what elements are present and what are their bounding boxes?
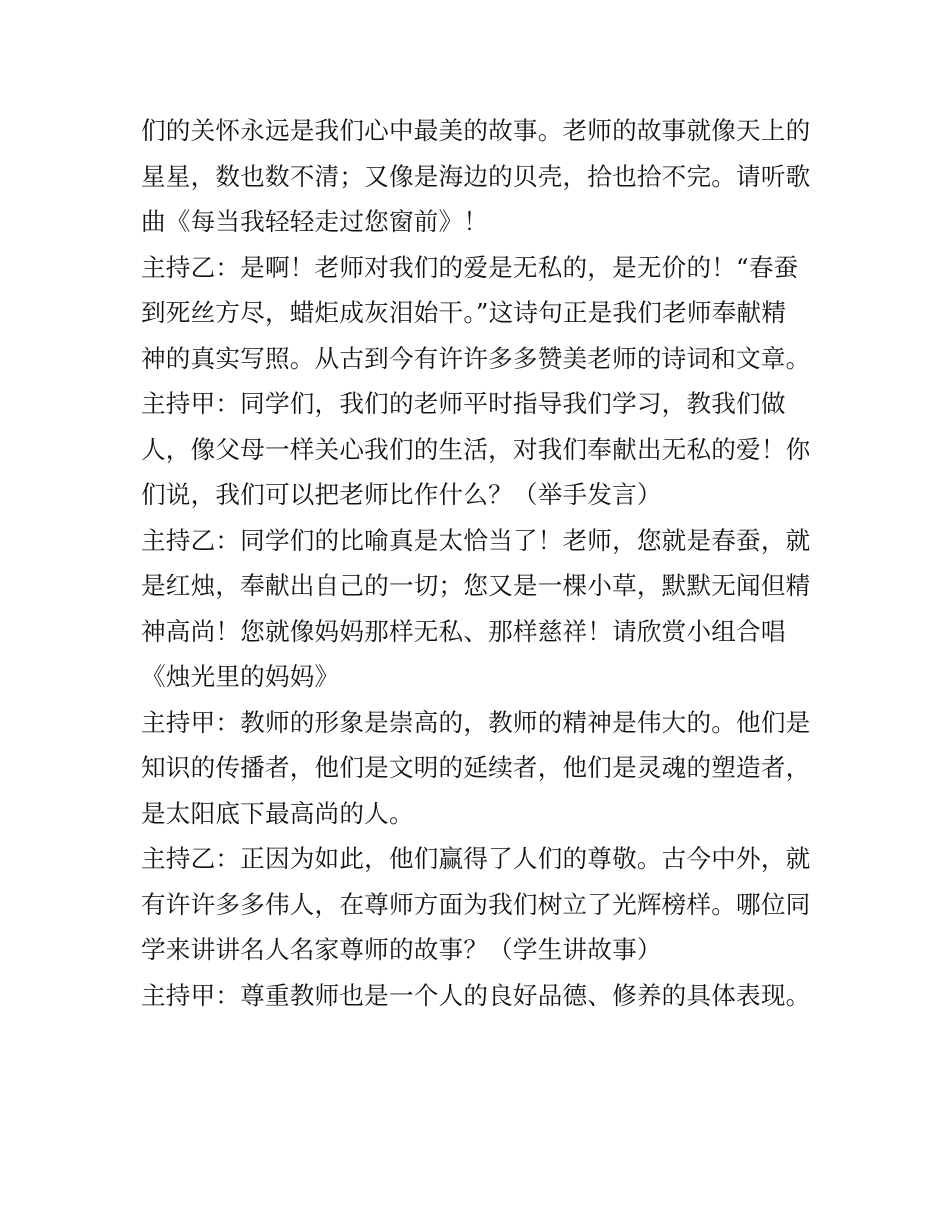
text-line: 人，像父母一样关心我们的生活，对我们奉献出无私的爱！你 <box>141 434 811 464</box>
text-line: 有许许多多伟人，在尊师方面为我们树立了光辉榜样。哪位同 <box>141 889 811 919</box>
text-line: 们说，我们可以把老师比作什么？（举手发言） <box>141 480 662 509</box>
text-line: 主持乙：同学们的比喻真是太恰当了！老师，您就是春蚕，就 <box>141 525 811 555</box>
text-line: 曲《每当我轻轻走过您窗前》！ <box>141 207 489 236</box>
text-line: 主持甲：同学们，我们的老师平时指导我们学习，教我们做 <box>141 389 786 418</box>
text-line: 知识的传播者，他们是文明的延续者，他们是灵魂的塑造者， <box>141 753 811 782</box>
text-line: 主持甲：教师的形象是崇高的，教师的精神是伟大的。他们是 <box>141 707 811 737</box>
text-line: 星星，数也数不清；又像是海边的贝壳，拾也拾不完。请听歌 <box>141 161 811 191</box>
text-line: 神高尚！您就像妈妈那样无私、那样慈祥！请欣赏小组合唱 <box>141 616 786 646</box>
text-line: 是太阳底下最高尚的人。 <box>141 798 414 828</box>
text-line: 到死丝方尽，蜡炬成灰泪始干。”这诗句正是我们老师奉献精 <box>141 298 787 327</box>
text-line: 主持甲：尊重教师也是一个人的良好品德、修养的具体表现。 <box>141 980 811 1010</box>
text-line: 学来讲讲名人名家尊师的故事？（学生讲故事） <box>141 935 662 964</box>
text-line: 是红烛，奉献出自己的一切；您又是一棵小草，默默无闻但精 <box>141 571 811 600</box>
document-body <box>141 108 821 1018</box>
text-line: 《烛光里的妈妈》 <box>141 662 340 691</box>
text-line: 们的关怀永远是我们心中最美的故事。老师的故事就像天上的 <box>141 116 811 145</box>
text-line: 主持乙：正因为如此，他们赢得了人们的尊敬。古今中外，就 <box>141 844 811 873</box>
text-line: 主持乙：是啊！老师对我们的爱是无私的，是无价的！“春蚕 <box>141 252 799 282</box>
text-line: 神的真实写照。从古到今有许许多多赞美老师的诗词和文章。 <box>141 343 811 373</box>
